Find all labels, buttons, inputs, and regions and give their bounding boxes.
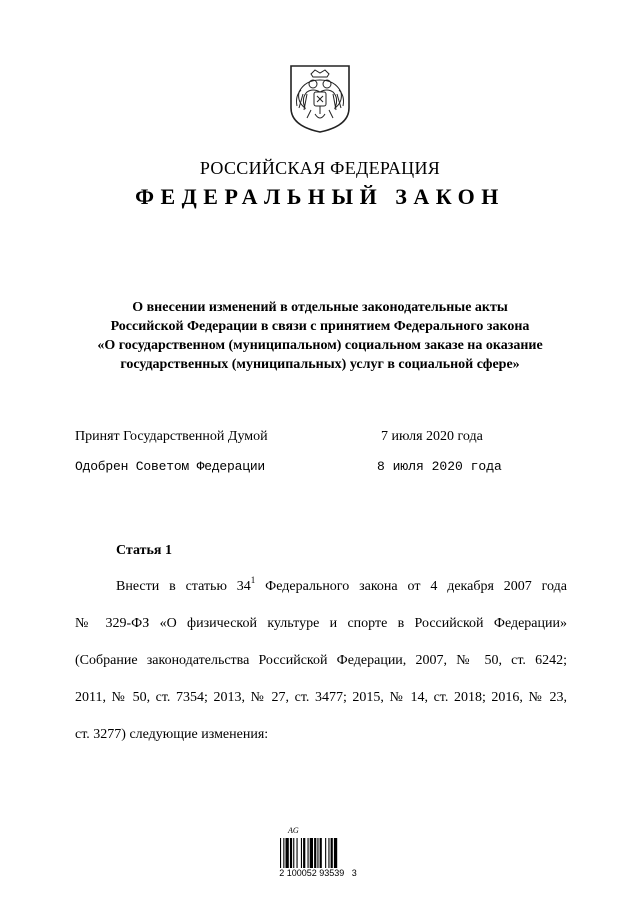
barcode-icon: [280, 838, 356, 868]
body-line: № 329-ФЗ «О физической культуре и спорте в Российской Федерации»: [75, 616, 567, 631]
article-heading: Статья 1: [116, 543, 172, 558]
title-line: «О государственном (муниципальном) социальном заказе на оказание: [97, 338, 543, 353]
council-date: 8 июля 2020 года: [377, 459, 502, 474]
duma-date: 7 июля 2020 года: [381, 429, 483, 444]
title-line: государственных (муниципальных) услуг в социальной сфере»: [120, 357, 520, 372]
body-line: Внести в статью $34^1$ Федерального закона от 4 декабря 2007 года: [116, 575, 567, 594]
document-type: ФЕДЕРАЛЬНЫЙ ЗАКОН: [135, 184, 505, 209]
council-label: Одобрен Советом Федерации: [75, 459, 266, 474]
body-line: 2011, № 50, ст. 7354; 2013, № 27, ст. 3477; 2015, № 14, ст. 2018; 2016, № 23,: [75, 690, 567, 705]
barcode-mark: AG: [288, 826, 299, 835]
body-line: (Собрание законодательства Российской Федерации, 2007, № 50, ст. 6242;: [75, 653, 567, 668]
duma-label: Принят Государственной Думой: [75, 429, 268, 444]
coat-of-arms-icon: [287, 62, 353, 134]
article-body: [75, 568, 567, 753]
title-line: О внесении изменений в отдельные законодательные акты: [132, 300, 508, 315]
barcode-number: 2 100052 93539 3: [279, 868, 357, 878]
body-line: ст. 3277) следующие изменения:: [75, 727, 269, 742]
law-title: [60, 298, 580, 374]
title-line: Российской Федерации в связи с принятием Федерального закона: [110, 319, 530, 334]
country-name: РОССИЙСКАЯ ФЕДЕРАЦИЯ: [199, 158, 441, 178]
